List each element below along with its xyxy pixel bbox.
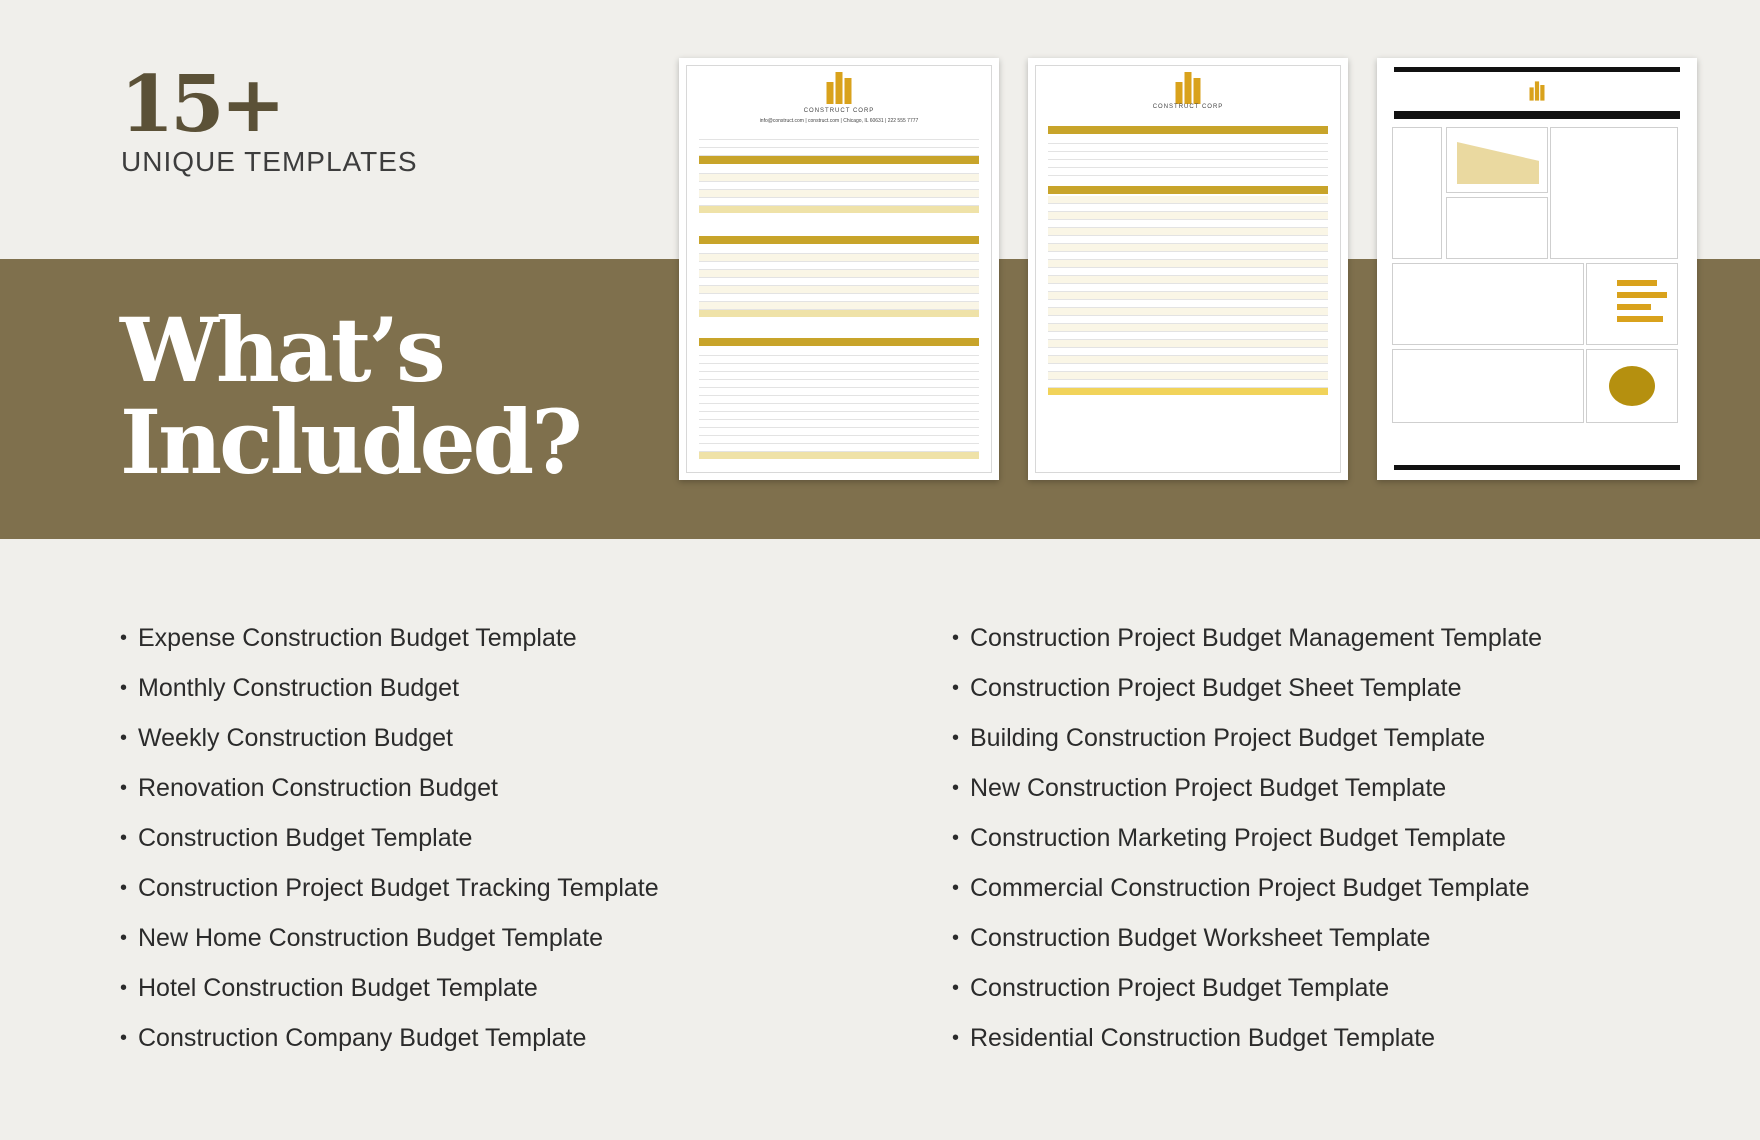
bullet-icon: • (952, 877, 960, 899)
bullet-icon: • (952, 1027, 960, 1049)
template-list-item (120, 668, 659, 718)
template-list-item (120, 918, 659, 968)
template-list-item (120, 818, 659, 868)
headline-line-1: What’s (120, 298, 443, 402)
bullet-icon: • (952, 677, 960, 699)
template-name: Construction Budget Worksheet Template (970, 924, 1431, 952)
template-list-item (952, 668, 1542, 718)
doc1-table-1 (699, 132, 979, 215)
template-name: Construction Project Budget Tracking Template (138, 874, 659, 902)
building-logo-icon (827, 72, 852, 104)
template-name: Construction Project Budget Sheet Template (970, 674, 1462, 702)
template-list-item (952, 768, 1542, 818)
bullet-icon: • (120, 1027, 128, 1049)
template-list-item (952, 968, 1542, 1018)
template-list-item (120, 618, 659, 668)
template-name: Construction Company Budget Template (138, 1024, 587, 1052)
bullet-icon: • (952, 927, 960, 949)
bullet-icon: • (120, 977, 128, 999)
template-name: Renovation Construction Budget (138, 774, 498, 802)
doc1-meta: info@construct.com | construct.com | Chicago, IL 60631 | 222 555 7777 (759, 118, 919, 124)
budget-summary-table (1550, 127, 1678, 259)
template-list-item (120, 768, 659, 818)
template-name: Construction Project Budget Management Template (970, 624, 1543, 652)
template-list-item (952, 918, 1542, 968)
doc2-brand: CONSTRUCT CORP (1152, 104, 1224, 110)
bullet-icon: • (952, 777, 960, 799)
template-name: New Construction Project Budget Template (970, 774, 1447, 802)
bullet-icon: • (120, 927, 128, 949)
building-logo-icon (1176, 72, 1201, 104)
cost-breakdown-chart (1586, 263, 1678, 345)
bullet-icon: • (120, 627, 128, 649)
template-name: Weekly Construction Budget (138, 724, 453, 752)
template-name: Residential Construction Budget Template (970, 1024, 1436, 1052)
template-name: Construction Marketing Project Budget Template (970, 824, 1506, 852)
cash-flow-pie-chart (1586, 349, 1678, 423)
template-list-item (952, 718, 1542, 768)
bullet-icon: • (120, 777, 128, 799)
headline-line-2: Included? (120, 390, 580, 494)
template-list-item (120, 968, 659, 1018)
template-name: New Home Construction Budget Template (138, 924, 604, 952)
doc1-table-2 (699, 236, 979, 319)
template-name: Commercial Construction Project Budget Template (970, 874, 1530, 902)
template-list-item (120, 718, 659, 768)
template-name: Construction Project Budget Template (970, 974, 1390, 1002)
bullet-icon: • (120, 827, 128, 849)
template-count: 15+ (120, 59, 282, 150)
cost-breakdown-table (1392, 263, 1584, 345)
doc1-table-3 (699, 338, 979, 461)
bullet-icon: • (120, 677, 128, 699)
budget-summary-chart (1446, 127, 1548, 193)
template-list-right (952, 618, 1542, 1068)
template-name: Hotel Construction Budget Template (138, 974, 538, 1002)
value-engineering-chart (1446, 197, 1548, 259)
bullet-icon: • (952, 827, 960, 849)
doc2-table-1 (1048, 126, 1328, 176)
summary-cards (1392, 127, 1442, 259)
preview-document-1 (679, 58, 999, 480)
template-list-left (120, 618, 659, 1068)
template-list-item (952, 818, 1542, 868)
template-list-item (952, 868, 1542, 918)
bullet-icon: • (120, 877, 128, 899)
template-name: Monthly Construction Budget (138, 674, 460, 702)
headline (120, 298, 680, 494)
bullet-icon: • (952, 727, 960, 749)
bullet-icon: • (952, 977, 960, 999)
template-name: Construction Budget Template (138, 824, 473, 852)
bullet-icon: • (120, 727, 128, 749)
doc1-brand: CONSTRUCT CORP (803, 108, 875, 114)
preview-document-2 (1028, 58, 1348, 480)
template-list-item (120, 868, 659, 918)
template-name: Building Construction Project Budget Template (970, 724, 1486, 752)
doc2-table-2 (1048, 186, 1328, 397)
cash-flow-table (1392, 349, 1584, 423)
subtitle: UNIQUE TEMPLATES (121, 146, 418, 177)
template-list-item (120, 1018, 659, 1068)
template-name: Expense Construction Budget Template (138, 624, 577, 652)
preview-document-3 (1377, 58, 1697, 480)
template-list-item (952, 618, 1542, 668)
template-list-item (952, 1018, 1542, 1068)
building-logo-icon (1530, 81, 1545, 100)
bullet-icon: • (952, 627, 960, 649)
